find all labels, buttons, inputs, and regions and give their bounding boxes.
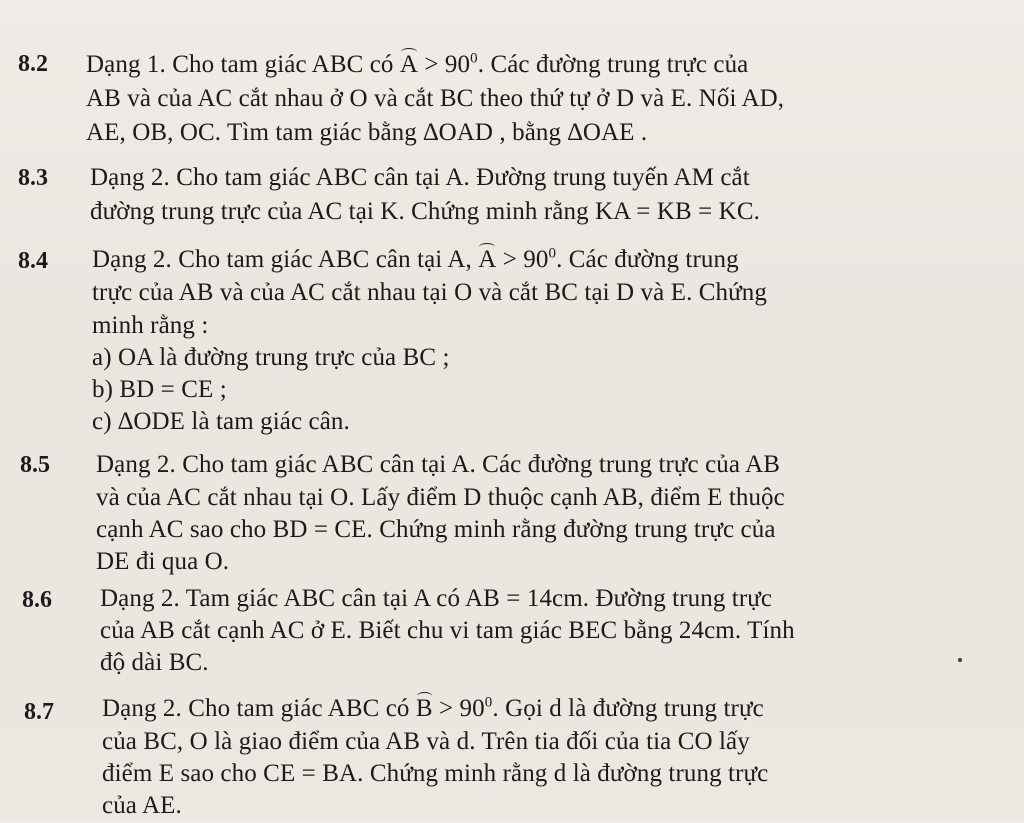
problem-line: trực của AB và của AC cắt nhau tại O và cắt BC tại D và E. Chứng [92, 279, 767, 306]
problem-number: 8.3 [18, 165, 48, 191]
problem-line: của AE. [102, 792, 182, 819]
text-segment: > 90 [496, 246, 549, 273]
problem-line: DE đi qua O. [96, 548, 230, 575]
problem-line [86, 48, 748, 82]
problem-line: a) OA là đường trung trực của BC ; [92, 344, 450, 371]
text-segment: Dạng 2. Cho tam giác ABC có [102, 695, 416, 722]
problem-number: 8.2 [18, 51, 48, 77]
problem-line [92, 243, 739, 277]
problem-line: Dạng 2. Cho tam giác ABC cân tại A. Các đường trung trực của AB [96, 451, 780, 478]
problem-line: cạnh AC sao cho BD = CE. Chứng minh rằng đường trung trực của [96, 516, 776, 543]
text-segment: Dạng 1. Cho tam giác ABC có [86, 51, 400, 78]
problem-line: minh rằng : [92, 312, 209, 339]
superscript: 0 [470, 50, 478, 67]
problem-line: Dạng 2. Cho tam giác ABC cân tại A. Đường trung tuyến AM cắt [90, 164, 750, 191]
problem-line: c) ∆ODE là tam giác cân. [92, 408, 350, 435]
text-segment: . Các đường trung trực của [477, 51, 749, 78]
problem-number: 8.7 [24, 699, 54, 725]
angle-hat-symbol: A [478, 243, 496, 277]
problem-line: của BC, O là giao điểm của AB và d. Trên tia đối của tia CO lấy [102, 728, 750, 755]
problem-number: 8.5 [20, 452, 50, 478]
problem-line: đường trung trực của AC tại K. Chứng minh rằng KA = KB = KC. [90, 198, 760, 225]
superscript: 0 [548, 245, 557, 262]
problem-line: điểm E sao cho CE = BA. Chứng minh rằng d là đường trung trực [102, 760, 769, 787]
text-segment: . Các đường trung [556, 246, 739, 273]
problem-line [102, 692, 764, 726]
problem-line: AB và của AC cắt nhau ở O và cắt BC theo thứ tự ở D và E. Nối AD, [86, 85, 785, 112]
text-segment: > 90 [432, 695, 485, 722]
angle-hat-symbol: A [400, 48, 418, 82]
superscript: 0 [484, 694, 493, 711]
ink-speck [958, 658, 962, 662]
problem-line: độ dài BC. [100, 649, 209, 676]
problem-line: b) BD = CE ; [92, 376, 227, 403]
problem-line: AE, OB, OC. Tìm tam giác bằng ∆OAD , bằng ∆OAE . [86, 119, 648, 146]
problem-number: 8.6 [22, 587, 52, 613]
text-segment: . Gọi d là đường trung trực [492, 695, 764, 722]
problem-line: Dạng 2. Tam giác ABC cân tại A có AB = 14cm. Đường trung trực [100, 585, 773, 612]
angle-hat-symbol: B [416, 692, 433, 726]
text-segment: > 90 [418, 51, 471, 78]
problem-line: của AB cắt cạnh AC ở E. Biết chu vi tam giác BEC bằng 24cm. Tính [100, 617, 795, 644]
text-segment: Dạng 2. Cho tam giác ABC cân tại A, [92, 246, 479, 273]
problem-line: và của AC cắt nhau tại O. Lấy điểm D thuộc cạnh AB, điểm E thuộc [96, 484, 785, 511]
problem-number: 8.4 [18, 248, 48, 274]
